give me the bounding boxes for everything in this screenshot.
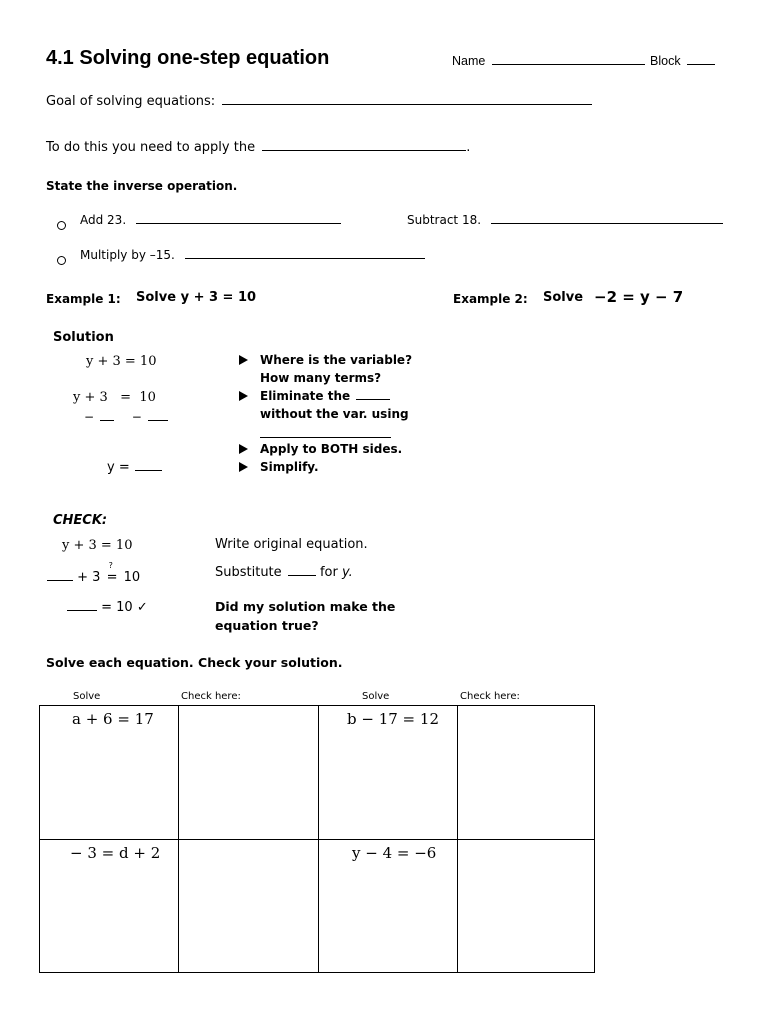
problem-1: a + 6 = 17 — [72, 710, 154, 728]
solution-step-1: y + 3 = 10 — [86, 354, 157, 369]
hint-item: Eliminate the — [239, 389, 390, 403]
inverse-item-label: Multiply by –15. — [80, 248, 175, 262]
check-note-2: Substitute for y. — [215, 565, 353, 580]
inverse-item-multiply — [80, 248, 425, 262]
goal-line — [46, 94, 592, 109]
problem-2: b − 17 = 12 — [347, 710, 439, 728]
inverse-item-subtract — [407, 213, 723, 227]
apply-label: To do this you need to apply the — [46, 140, 256, 155]
y-answer-blank[interactable] — [135, 470, 162, 471]
inverse-multiply-blank[interactable] — [185, 258, 425, 259]
page-title: 4.1 Solving one-step equation — [46, 47, 330, 69]
block-field[interactable] — [650, 54, 715, 68]
column-header-check: Check here: — [460, 691, 520, 702]
column-header-check: Check here: — [181, 691, 241, 702]
bullet-icon — [57, 215, 66, 234]
check-heading: CHECK: — [53, 513, 108, 528]
minus-sign: − — [84, 410, 95, 424]
goal-label: Goal of solving equations: — [46, 94, 216, 109]
problem-4: y − 4 = −6 — [352, 844, 437, 862]
y-equals: y = — [107, 460, 130, 475]
check-note-3-line1: Did my solution make the — [215, 599, 396, 614]
check-eq-1: y + 3 = 10 — [62, 538, 133, 553]
inverse-subtract-blank[interactable] — [491, 223, 723, 224]
name-label: Name — [452, 54, 486, 68]
solution-step-3 — [84, 410, 168, 424]
example1-label: Example 1: — [46, 292, 121, 306]
arrow-bullet-icon — [239, 462, 248, 472]
inverse-item-label: Subtract 18. — [407, 213, 482, 227]
example2-label: Example 2: — [453, 292, 528, 306]
solution-step-4 — [107, 460, 162, 475]
solution-heading: Solution — [53, 330, 114, 345]
subtract-blank-right[interactable] — [148, 420, 168, 421]
eliminate-blank[interactable] — [356, 399, 390, 400]
arrow-bullet-icon — [239, 444, 248, 454]
inverse-item-add — [80, 213, 341, 227]
hint-item: Simplify. — [239, 460, 319, 474]
inverse-item-label: Add 23. — [80, 213, 127, 227]
grid-divider — [40, 839, 594, 840]
check-eq-3 — [67, 600, 148, 615]
ten: 10 — [123, 570, 141, 585]
goal-blank[interactable] — [222, 104, 592, 105]
column-header-solve: Solve — [73, 691, 101, 702]
check-note-1: Write original equation. — [215, 537, 368, 552]
substitute-blank-left[interactable] — [47, 580, 73, 581]
example2-solve: Solve — [543, 290, 584, 305]
subtract-blank-left[interactable] — [100, 420, 114, 421]
arrow-bullet-icon — [239, 355, 248, 365]
result-blank[interactable] — [67, 610, 97, 611]
check-note-3-line2: equation true? — [215, 618, 319, 633]
question-equals: ? = — [106, 561, 118, 585]
practice-grid — [39, 705, 595, 973]
hint-item: Apply to BOTH sides. — [239, 442, 402, 456]
minus-sign: − — [131, 410, 142, 424]
apply-blank[interactable] — [262, 150, 466, 151]
name-field[interactable] — [452, 54, 645, 68]
inverse-add-blank[interactable] — [136, 223, 341, 224]
block-blank[interactable] — [687, 64, 715, 65]
check-eq-2 — [47, 561, 141, 585]
apply-period: . — [466, 140, 471, 155]
substitute-blank[interactable] — [288, 575, 316, 576]
plus-three: + 3 — [77, 570, 101, 585]
name-blank[interactable] — [492, 64, 645, 65]
hint-item: Where is the variable? — [239, 353, 412, 367]
hint-item-cont: without the var. using — [260, 407, 409, 421]
block-label: Block — [650, 54, 681, 68]
column-header-solve: Solve — [362, 691, 390, 702]
example1-prompt: Solve y + 3 = 10 — [136, 290, 257, 305]
practice-heading: Solve each equation. Check your solution. — [46, 655, 343, 670]
using-blank[interactable] — [260, 437, 391, 438]
hint-item-cont: How many terms? — [260, 371, 382, 385]
problem-3: − 3 = d + 2 — [70, 844, 161, 862]
equals-ten-check: = 10 ✓ — [101, 600, 148, 615]
inverse-heading: State the inverse operation. — [46, 179, 238, 193]
example2-equation: −2 = y − 7 — [594, 288, 684, 306]
solution-step-2: y + 3 = 10 — [73, 390, 156, 405]
arrow-bullet-icon — [239, 391, 248, 401]
apply-line — [46, 140, 470, 155]
bullet-icon — [57, 250, 66, 269]
